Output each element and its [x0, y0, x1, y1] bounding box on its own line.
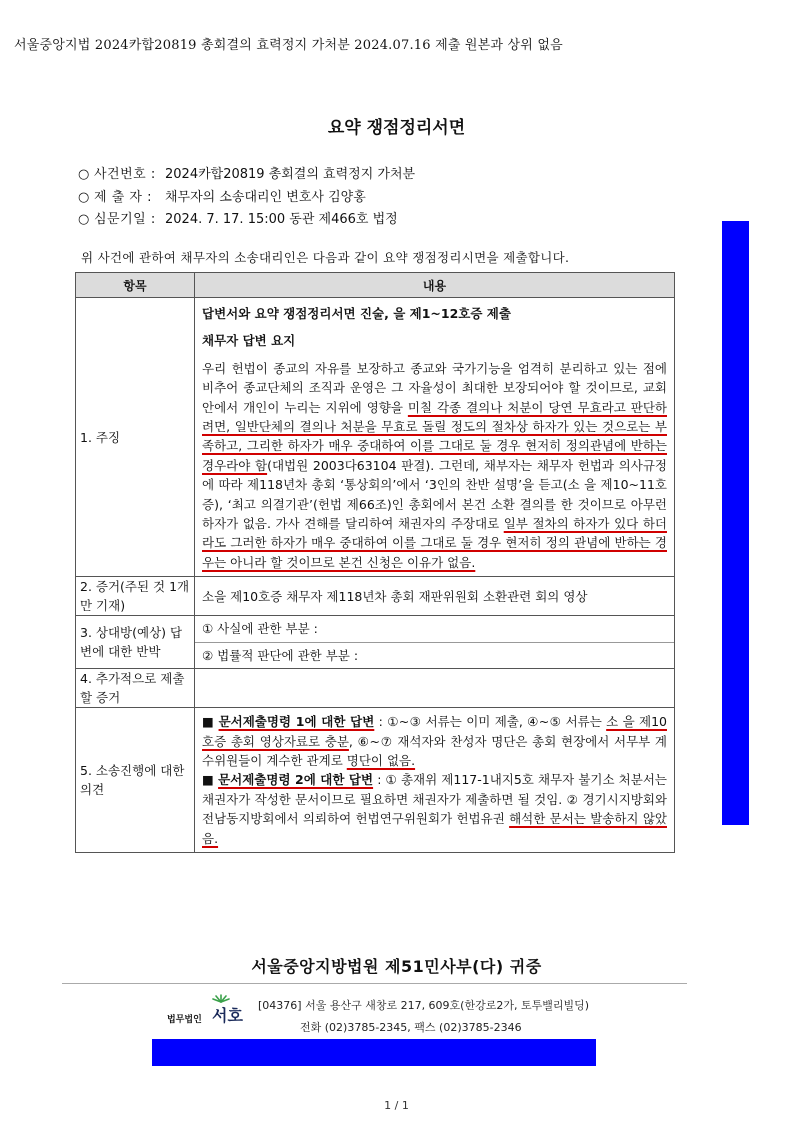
- redaction-bar: [722, 221, 749, 825]
- table-row: [76, 669, 675, 708]
- page-number: 1 / 1: [384, 1099, 409, 1112]
- row-label: 3. 상대방(예상) 답변에 대한 반박: [76, 616, 195, 669]
- firm-phone: 전화 (02)3785-2345, 팩스 (02)3785-2346: [300, 1021, 522, 1034]
- text-segment: 우리 헌법이 종교의 자유를 보장하고 종교와 국가기능을 엄격히 분리하고 있는 점에 비추어 종교단체의 조직과 운영은 그 자율성이 최대한 보장되어야 할 것이므로, 교회 안에서 개인이 누리는 지위에 영향을: [202, 360, 667, 415]
- row-label: 5. 소송진행에 대한 의견: [76, 708, 195, 853]
- underlined-text: 명단이 없음.: [346, 752, 416, 768]
- underlined-text: 일부 절차의 하자가 있다 하더라도 그러한 하자가 매우 중대하여 이를 그대로 둘 경우 현저히 정의 관념에 반하는 경우는 아니라 할 것이므로 본건 신청은 이유가 없음.: [202, 516, 667, 570]
- row-label: 4. 추가적으로 제출할 증거: [76, 669, 195, 708]
- submission-line: 답변서와 요약 쟁점정리서면 진술, 을 제1~12호증 제출: [202, 306, 511, 321]
- info-case-number: [78, 163, 415, 182]
- underlined-text: 해석한 문서는 발송하지 않았음.: [202, 811, 667, 846]
- redaction-bar: [152, 1039, 596, 1066]
- rebuttal-facts: ① 사실에 관한 부분 :: [195, 616, 674, 642]
- text-segment: : ①~③ 서류는 이미 제출, ④~⑤ 서류는: [374, 714, 607, 730]
- info-label: 심문기일 :: [94, 212, 156, 227]
- table-row: [76, 577, 675, 616]
- row-content: 소을 제10호증 채무자 제118년차 총회 재판위원회 소환관련 회의 영상: [195, 577, 675, 616]
- column-header-content: 내용: [195, 273, 675, 298]
- underlined-text: 소 을 제10호증 총회 영상자료로 충분: [202, 714, 667, 749]
- info-label: 사건번호 :: [94, 167, 156, 182]
- table-row: [76, 616, 675, 669]
- row-content: [195, 298, 675, 577]
- bullet-icon: ○: [78, 167, 90, 182]
- bullet-icon: ○: [78, 212, 90, 227]
- info-submitter: [78, 186, 366, 205]
- firm-address: [04376] 서울 용산구 새창로 217, 609호(한강로2가, 토투밸리빌딩): [258, 999, 590, 1012]
- order-1-heading: 문서제출명령 1에 대한 답변: [218, 714, 375, 730]
- info-value: 채무자의 소송대리인 변호사 김양홍: [165, 190, 366, 205]
- row-label: 1. 주징: [76, 298, 195, 577]
- argument-paragraph: [202, 359, 667, 572]
- square-bullet-icon: ■: [202, 714, 215, 730]
- info-value: 2024카합20819 총회결의 효력정지 가처분: [165, 167, 416, 182]
- row-content: [195, 708, 675, 853]
- underlined-text: 미칠 각종 결의나 처분이 당연 무효라고 판단하려면, 일반단체의 결의나 처분을 무효로 돌릴 정도의 절차상 하자가 있는 것으로는 부족하고, 그리한 하자가 매우 중대하여 이를 그대로 둘 경우 현저히 정의관념에 반하는 경우라야 함: [202, 399, 667, 473]
- info-hearing-date: [78, 208, 398, 227]
- row-content: [195, 669, 675, 708]
- rebuttal-law: ② 법률적 판단에 관한 부분 :: [202, 647, 359, 663]
- summary-heading: 채무자 답변 요지: [202, 333, 296, 349]
- row-content: [195, 616, 675, 669]
- document-header: 서울중앙지법 2024카합20819 총회결의 효력정지 가처분 2024.07.16 제출 원본과 상위 없음: [14, 38, 563, 53]
- logo-name: 서호: [212, 1006, 243, 1025]
- info-label: 제 출 자 :: [94, 190, 152, 205]
- issues-table: [75, 272, 675, 853]
- row-label: 2. 증거(주된 것 1개만 기재): [76, 577, 195, 616]
- page-title: 요약 쟁점정리서면: [327, 118, 466, 138]
- table-row: [76, 298, 675, 577]
- square-bullet-icon: ■: [202, 772, 214, 788]
- info-value: 2024. 7. 17. 15:00 동관 제466호 법정: [165, 212, 398, 227]
- bullet-icon: ○: [78, 190, 90, 205]
- divider: [62, 983, 687, 984]
- logo-prefix: 법무법인: [167, 1015, 202, 1025]
- column-header-item: 항목: [76, 273, 195, 298]
- text-segment: : ① 총재위 제117-1내지5호 채무자 불기소 처분서는 채권자가 작성한 문서이므로 필요하면 채권자가 제출하면 될 것임. ② 경기시지방회와 전남동지방회에서 의뢰하여 헌법연구위원회가 헌법유권: [202, 772, 667, 827]
- intro-text: 위 사건에 관하여 채무자의 소송대리인은 다음과 같이 요약 쟁점정리시면을 제출합니다.: [81, 250, 570, 265]
- table-row: [76, 708, 675, 853]
- table-header-row: [76, 273, 675, 298]
- text-segment: , ⑥~⑦ 재석자와 찬성자 명단은 총회 현장에서 서무부 계수위원들이 계수한 관계로: [202, 733, 667, 768]
- text-segment: (대법원 2003다63104 판결). 그런데, 채부자는 채무자 헌법과 의사규정에 따라 제118년차 총회 ‘통상회의’에서 ‘3인의 찬반 설명’을 듣고(소 을 제10~11호증), ‘최고 의결기관’(헌법 제66조)인 총회에서 본건 소환 결의를 한 것이므로 아무런 하자가 없음. 가사 견해를 달리하여 채권자의 주장대로: [202, 457, 667, 532]
- order-2-heading: 문서제출명령 2에 대한 답변: [218, 772, 374, 788]
- court-addressee: 서울중앙지방법원 제51민사부(다) 귀중: [251, 957, 542, 976]
